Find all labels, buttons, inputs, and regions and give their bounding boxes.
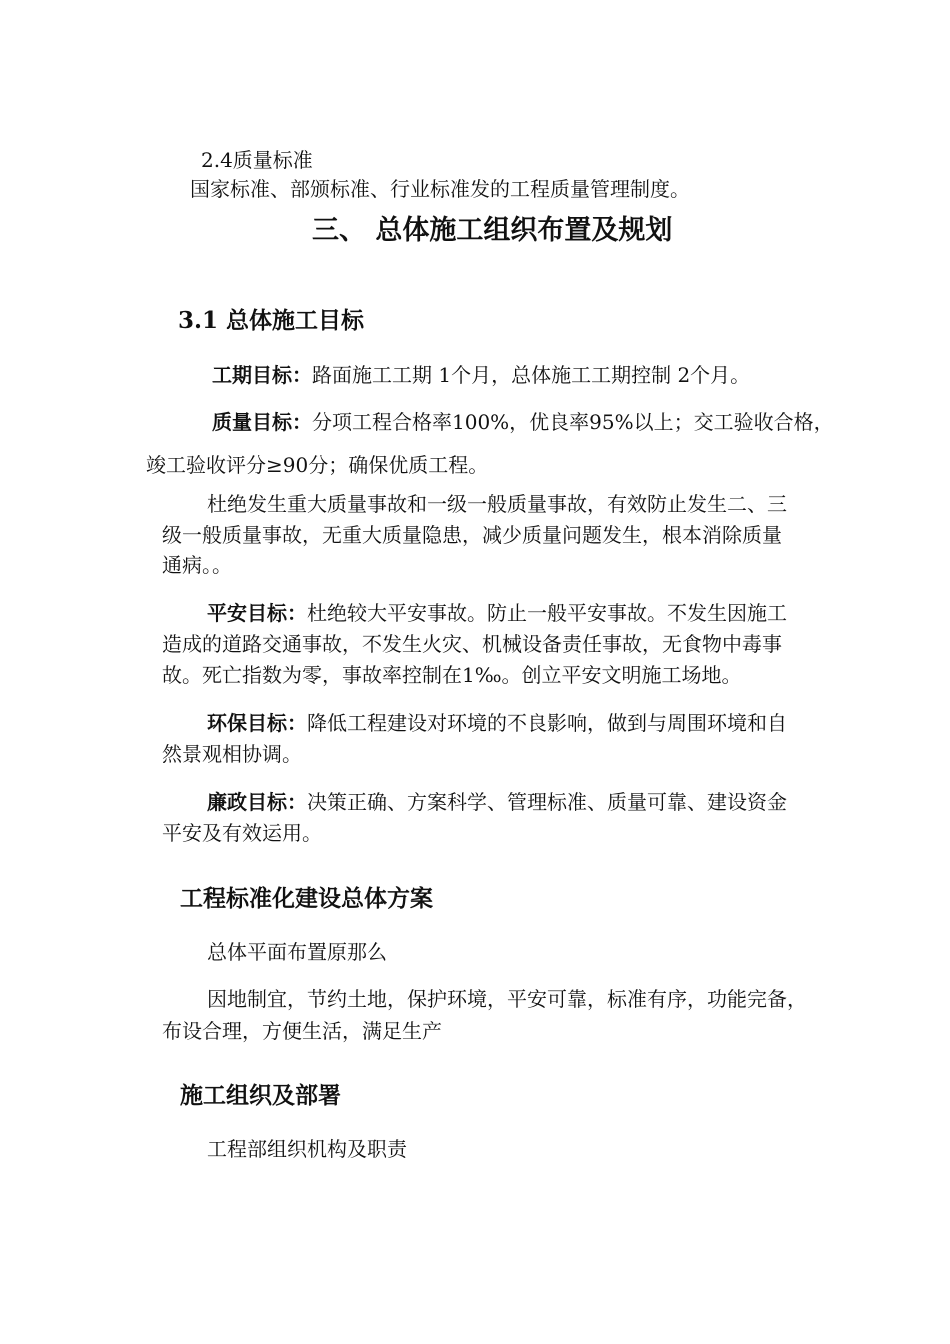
quality-paragraph-line-3: 通病。。 [162, 553, 232, 577]
safety-goal-line-3: 故。死亡指数为零，事故率控制在1‰。创立平安文明施工场地。 [162, 663, 742, 687]
standardization-heading: 工程标准化建设总体方案 [180, 885, 433, 912]
environment-goal-line-2: 然景观相协调。 [162, 742, 302, 766]
quality-paragraph-line-2: 级一般质量事故，无重大质量隐患，减少质量问题发生，根本消除质量 [162, 523, 782, 547]
chapter-3-title: 三、 总体施工组织布置及规划 [312, 215, 673, 246]
environment-goal-line-1 [207, 710, 787, 736]
safety-goal-line-1 [207, 600, 787, 626]
schedule-goal-text: 路面施工工期 1个月，总体施工工期控制 2个月。 [312, 363, 751, 387]
standardization-line-1: 因地制宜，节约土地，保护环境，平安可靠，标准有序，功能完备， [207, 987, 807, 1011]
integrity-goal-line-2: 平安及有效运用。 [162, 821, 322, 845]
organization-subheading: 工程部组织机构及职责 [207, 1137, 407, 1161]
safety-goal-text-1: 杜绝较大平安事故。防止一般平安事故。不发生因施工 [307, 601, 787, 625]
quality-goal-text-1: 分项工程合格率100%，优良率95%以上；交工验收合格， [312, 410, 834, 434]
integrity-goal-line-1 [207, 789, 787, 815]
integrity-goal-text-1: 决策正确、方案科学、管理标准、质量可靠、建设资金 [307, 790, 787, 814]
section-2-4-heading: 2.4质量标准 [201, 148, 313, 172]
standardization-line-2: 布设合理，方便生活，满足生产 [162, 1019, 442, 1043]
quality-goal-label: 质量目标： [212, 410, 312, 434]
safety-goal-label: 平安目标： [207, 601, 307, 625]
quality-paragraph-line-1: 杜绝发生重大质量事故和一级一般质量事故，有效防止发生二、三 [207, 492, 787, 516]
schedule-goal-paragraph [212, 362, 750, 388]
schedule-goal-label: 工期目标： [212, 363, 312, 387]
environment-goal-text-1: 降低工程建设对环境的不良影响，做到与周围环境和自 [307, 711, 787, 735]
standardization-subheading: 总体平面布置原那么 [207, 940, 387, 964]
section-3-1-heading: 3.1 总体施工目标 [178, 307, 365, 334]
quality-goal-line-1 [212, 409, 834, 435]
environment-goal-label: 环保目标： [207, 711, 307, 735]
integrity-goal-label: 廉政目标： [207, 790, 307, 814]
organization-heading: 施工组织及部署 [180, 1082, 341, 1109]
section-2-4-text: 国家标准、部颁标准、行业标准发的工程质量管理制度。 [190, 177, 690, 201]
quality-goal-line-2: 竣工验收评分≥90分；确保优质工程。 [146, 453, 489, 477]
safety-goal-line-2: 造成的道路交通事故，不发生火灾、机械设备责任事故，无食物中毒事 [162, 632, 782, 656]
